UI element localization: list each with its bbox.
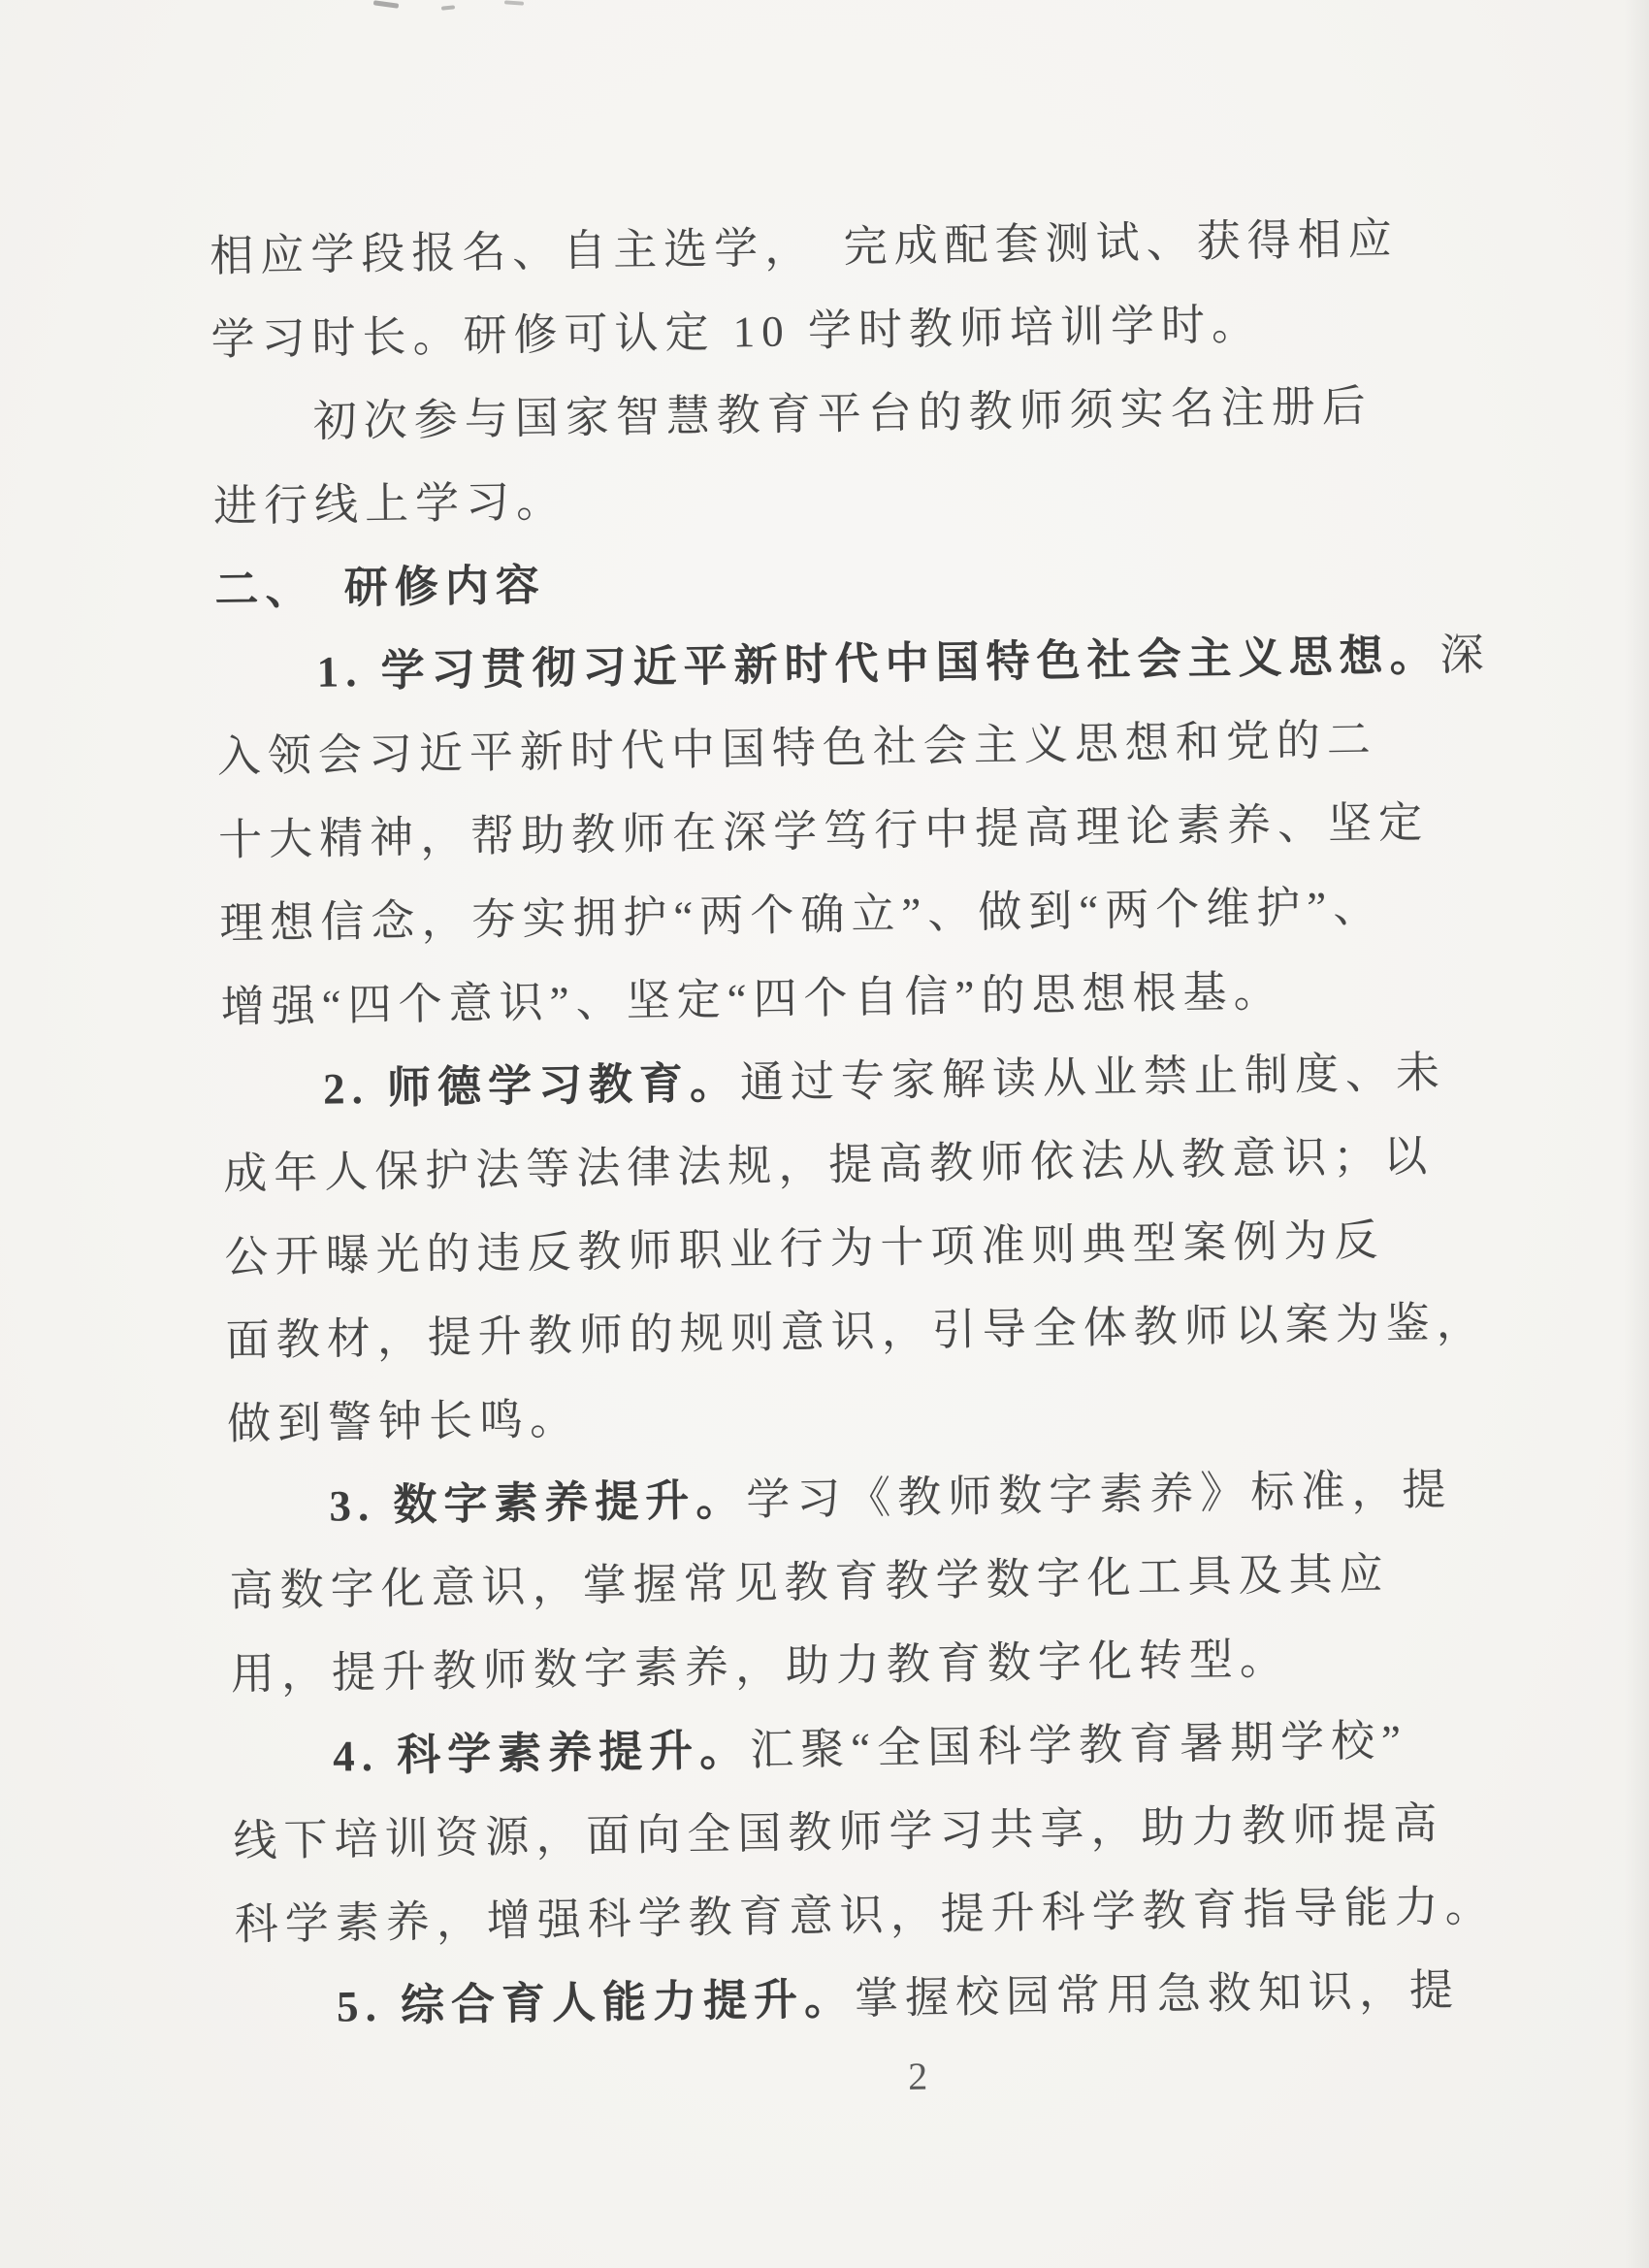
- text-line-segment: 面教材，提升教师的规则意识，引导全体教师以案为鉴，: [225, 1297, 1488, 1366]
- text-line-bold-segment: 1. 学习贯彻习近平新时代中国特色社会主义思想。: [316, 631, 1440, 697]
- text-line-segment: 十大精神，帮助教师在深学笃行中提高理论素养、坚定: [217, 797, 1430, 865]
- text-line-segment: 掌握校园常用急救知识，提: [854, 1965, 1461, 2024]
- text-line-segment: 线下培训资源，面向全国教师学习共享，助力教师提高: [233, 1798, 1444, 1866]
- document-body: [210, 196, 1507, 2050]
- page-number-label: 2: [907, 2054, 928, 2098]
- text-line-bold-segment: 4. 科学素养提升。: [332, 1726, 751, 1781]
- text-line-segment: 相应学段报名、自主选学， 完成配套测试、获得相应: [209, 214, 1399, 281]
- text-line-segment: 入领会习近平新时代中国特色社会主义思想和党的二: [216, 715, 1378, 782]
- text-line-segment: 公开曝光的违反教师职业行为十项准则典型案例为反: [224, 1215, 1385, 1282]
- text-line-segment: 通过专家解读从业禁止制度、未: [739, 1048, 1447, 1108]
- text-line-bold-segment: 3. 数字素养提升。: [328, 1475, 747, 1531]
- text-line-segment: 深: [1439, 630, 1491, 680]
- text-line-segment: 高数字化意识，掌握常见教育教学数字化工具及其应: [229, 1549, 1390, 1616]
- text-line-segment: 进行线上学习。: [212, 476, 567, 532]
- text-line: [235, 1948, 1506, 2050]
- text-line-segment: 科学素养，增强科学教育意识，提升科学教育指导能力。: [234, 1881, 1497, 1950]
- text-line-segment: 做到警钟长鸣。: [226, 1394, 581, 1449]
- text-line-segment: 初次参与国家智慧教育平台的教师须实名注册后: [312, 381, 1374, 446]
- text-line-segment: 理想信念，夯实拥护“两个确立”、做到“两个维护”、: [219, 882, 1384, 949]
- text-line-bold-segment: 二、 研修内容: [213, 561, 547, 615]
- text-line-segment: 成年人保护法等法律法规，提高教师依法从教意识；以: [222, 1131, 1435, 1199]
- text-line-segment: 学习时长。研修可认定 10 学时教师培训学时。: [210, 300, 1263, 365]
- text-line-segment: 学习《教师数字素养》标准，提: [745, 1465, 1453, 1525]
- text-line-bold-segment: 5. 综合育人能力提升。: [336, 1974, 856, 2031]
- text-line-segment: 增强“四个意识”、坚定“四个自信”的思想根基。: [220, 966, 1284, 1032]
- text-line-segment: 用，提升教师数字素养，助力教育数字化转型。: [230, 1634, 1291, 1700]
- text-line-segment: 汇聚“全国科学教育暑期学校”: [749, 1716, 1408, 1775]
- text-line-bold-segment: 2. 师德学习教育。: [322, 1058, 741, 1114]
